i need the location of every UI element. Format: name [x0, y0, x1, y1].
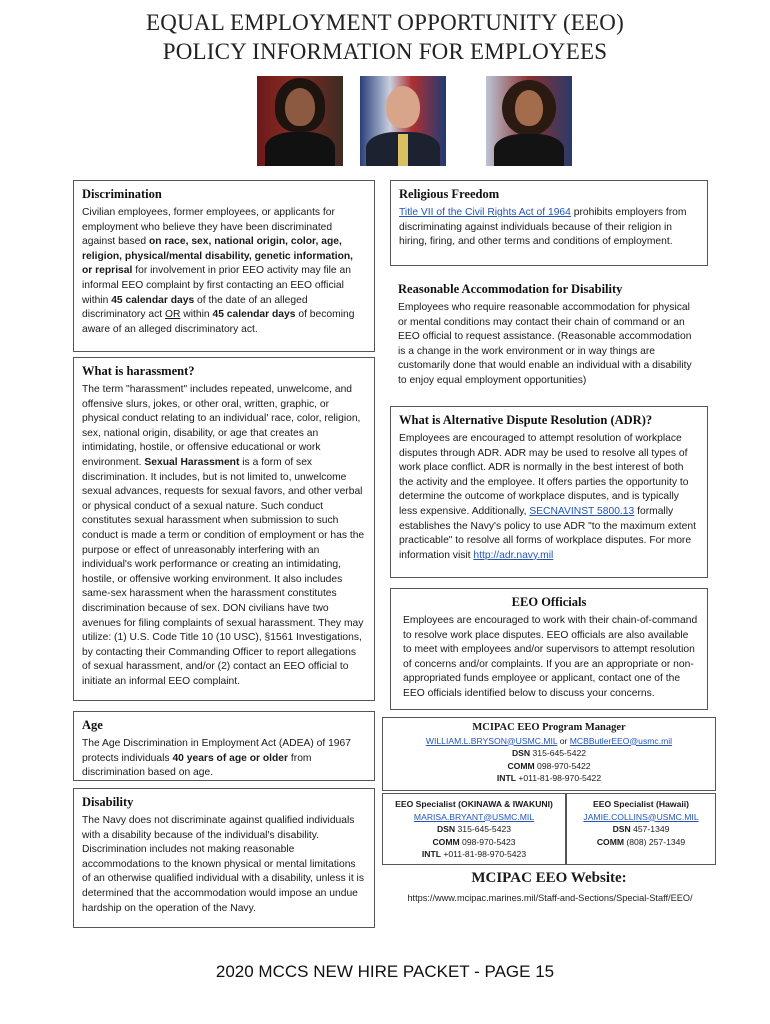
age-section	[73, 711, 375, 781]
okinawa-email-link[interactable]: MARISA.BRYANT@USMC.MIL	[413, 811, 535, 822]
program-manager-contact: MCIPAC EEO Program Manager WILLIAM.L.BRYSON@USMC.MIL or MCBButlerEEO@usmc.mil DSN 315-645-5422 COMM 098-970-5422 INTL +011-81-98-970-5422	[382, 717, 716, 791]
title-vii-link[interactable]: Title VII of the Civil Rights Act of 1964	[399, 207, 571, 218]
okinawa-specialist-heading: EEO Specialist (OKINAWA & IWAKUNI)	[395, 799, 553, 809]
hawaii-email-link[interactable]: JAMIE.COLLINS@USMC.MIL	[583, 811, 699, 822]
website-heading: MCIPAC EEO Website:	[471, 870, 627, 886]
okinawa-specialist-contact	[382, 793, 566, 865]
disability-section	[73, 788, 375, 928]
harassment-section	[73, 357, 375, 701]
age-text: The Age Discrimination in Employment Act (ADEA) of 1967 protects individuals 40 years of age or older from discrimination based on age.	[82, 738, 351, 779]
hawaii-dsn: DSN 457-1349	[612, 824, 670, 834]
adr-heading: What is Alternative Dispute Resolution (ADR)?	[399, 413, 653, 427]
website-url[interactable]: https://www.mcipac.marines.mil/Staff-and-Sections/Special-Staff/EEO/	[407, 893, 693, 903]
eeo-official-photo-right	[486, 76, 572, 166]
manager-email-link[interactable]: WILLIAM.L.BRYSON@USMC.MIL	[425, 735, 558, 746]
discrimination-heading: Discrimination	[82, 187, 162, 201]
accommodation-section	[390, 276, 708, 400]
eeo-official-photo-left	[257, 76, 343, 166]
manager-comm: COMM 098-970-5422	[507, 760, 591, 771]
adr-website-link[interactable]: http://adr.navy.mil	[473, 549, 554, 561]
accommodation-heading: Reasonable Accommodation for Disability	[398, 282, 623, 296]
page-title-line2: POLICY INFORMATION FOR EMPLOYEES	[162, 39, 608, 64]
eeo-official-photo-center	[360, 76, 446, 166]
page-title-line1: EQUAL EMPLOYMENT OPPORTUNITY (EEO)	[146, 10, 624, 35]
hawaii-specialist-heading: EEO Specialist (Hawaii)	[593, 799, 689, 809]
age-heading: Age	[82, 718, 103, 732]
page-footer: 2020 MCCS NEW HIRE PACKET - PAGE 15	[215, 962, 555, 981]
manager-alt-email-link[interactable]: MCBButlerEEO@usmc.mil	[569, 735, 673, 746]
eeo-officials-section	[390, 588, 708, 710]
accommodation-text: Employees who require reasonable accommodation for physical or mental conditions may contact their chain of command or an EEO official to request assistance. (Reasonable accommodation is a change in the work environment or in way things are customarily done that would enable an individual with a disability to enjoy equal employment opportunities)	[398, 302, 692, 386]
okinawa-dsn: DSN 315-645-5423	[436, 824, 512, 834]
adr-section: What is Alternative Dispute Resolution (ADR)? Employees are encouraged to attempt resolution of workplace disputes through ADR. ADR may be used to resolve all types of work place conflict. ADR is normally in the best interest of both the activity and the employee. It offers parties the opportunity to determine the outcome of workplace disputes, and is typically less expensive. Additionally, SECNAVINST 5800.13 formally establishes the Navy's policy to use ADR "to the maximum extent practicable" to resolve all forms of workplace disputes. For more information visit http://adr.navy.mil	[390, 406, 708, 578]
disability-heading: Disability	[82, 795, 134, 809]
manager-dsn: DSN 315-645-5422	[511, 748, 587, 758]
hawaii-comm: COMM (808) 257-1349	[596, 836, 686, 847]
secnavinst-link[interactable]: SECNAVINST 5800.13	[529, 505, 635, 517]
hawaii-specialist-contact	[566, 793, 716, 865]
program-manager-heading: MCIPAC EEO Program Manager	[472, 722, 626, 733]
discrimination-section	[73, 180, 375, 352]
page-title	[0, 8, 770, 66]
eeo-officials-heading: EEO Officials	[511, 595, 587, 609]
discrimination-text: Civilian employees, former employees, or applicants for employment who believe they have been discriminated against based on race, sex, national origin, color, age, religion, physical/mental disability, genetic information, or reprisal for involvement in prior EEO activity may file an informal EEO complaint by first contacting an EEO official within 45 calendar days of the date of an alleged discriminatory act OR within 45 calendar days of becoming aware of an alleged discriminatory act.	[82, 207, 355, 335]
harassment-text: The term "harassment" includes repeated, unwelcome, and offensive slurs, jokes, or other oral, written, graphic, or physical conduct relating to an individual' race, color, religion, sex, national origin, disability, or age that creates an intimidating, hostile, or offensive educational or work environment. Sexual Harassment is a form of sex discrimination. It includes, but is not limited to, unwelcome sexual advances, requests for sexual favors, and other verbal or physical conduct of a sexual nature. Such conduct constitutes sexual harassment when submission to such conduct is made a term or condition of employment or has the purpose or effect of unreasonably interfering with an individual's work performance or creating an intimidating, hostile, or offensive working environment. It also includes same-sex harassment when the harassment constitutes discrimination because of sex. DON civilians have two avenues for filing complaints of sexual harassment. They may utilize: (1) U.S. Code Title 10 (10 USC), §1561 Investigations, by contacting their Commanding Officer to report allegations of sexual harassment, and/or (2) contact an EEO official to initiate an informal EEO complaint.	[82, 384, 365, 687]
okinawa-comm: COMM 098-970-5423	[432, 836, 516, 847]
okinawa-intl: INTL +011-81-98-970-5423	[421, 849, 527, 859]
eeo-officials-text: Employees are encouraged to work with their chain-of-command to resolve work place disputes. EEO officials are also available to meet with employees and/or supervisors to attempt resolution of concerns and/or complaints. If you are an appropriate or non-appropriated funds employee or applicant, contact one of the EEO officials identified below to discuss your concerns.	[403, 615, 698, 699]
religious-freedom-heading: Religious Freedom	[399, 187, 500, 201]
disability-text: The Navy does not discriminate against qualified individuals with a disability because of the individual's disability. Discrimination includes not making reasonable accommodations to the known physical or mental limitations of an otherwise qualified individual with a disability, unless it is determined that the accommodation would impose an undue hardship on the operation of the Navy.	[82, 815, 364, 914]
harassment-heading: What is harassment?	[82, 364, 195, 378]
manager-intl: INTL +011-81-98-970-5422	[496, 773, 602, 783]
religious-freedom-section: Religious Freedom Title VII of the Civil Rights Act of 1964 prohibits employers from discriminating against individuals because of their religion in hiring, firing, and other terms and conditions of employment.	[390, 180, 708, 266]
